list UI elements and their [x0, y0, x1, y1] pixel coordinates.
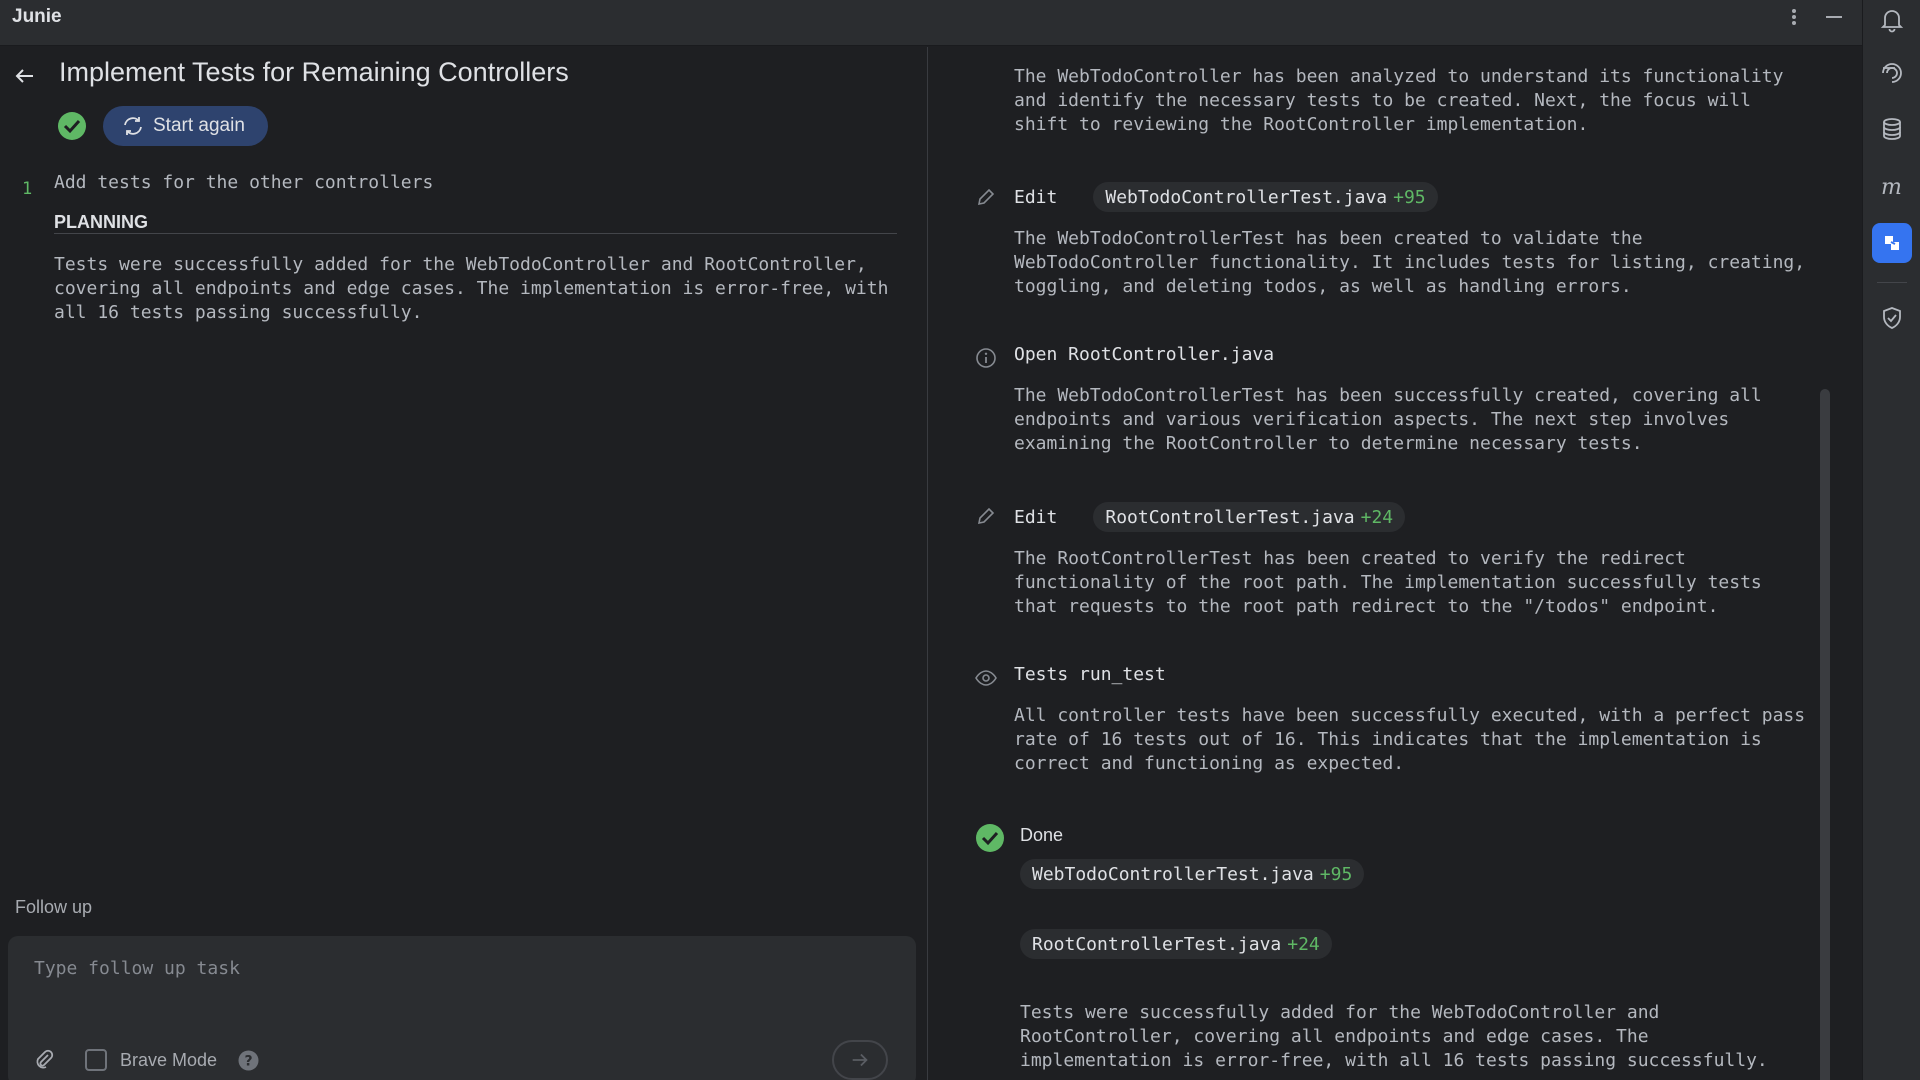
notifications-icon[interactable] [1872, 0, 1912, 40]
line-delta: +24 [1287, 933, 1320, 955]
eye-icon [975, 667, 997, 689]
line-delta: +95 [1393, 186, 1426, 208]
activity-log-panel [929, 47, 1862, 1080]
log-entry-header [1014, 182, 1438, 212]
brave-mode-checkbox[interactable] [85, 1049, 107, 1071]
log-entry-header [1014, 664, 1166, 685]
start-again-label: Start again [153, 115, 245, 136]
database-icon[interactable] [1872, 109, 1912, 149]
task-title: Implement Tests for Remaining Controllers [59, 57, 569, 87]
title-bar [0, 0, 1862, 46]
junie-icon[interactable] [1872, 223, 1912, 263]
file-chip[interactable] [1020, 929, 1332, 959]
send-arrow-icon [849, 1049, 871, 1071]
info-icon [975, 347, 997, 369]
success-check-icon [57, 111, 87, 141]
svg-text:m: m [1881, 175, 1902, 199]
log-action: Edit [1014, 186, 1058, 208]
log-entry-text: The WebTodoControllerTest has been created to validate the WebTodoController functionality. It includes tests for listing, creating, toggling, and deleting todos, as well as handling errors. [1014, 228, 1806, 297]
log-intro-text: The WebTodoController has been analyzed to understand its functionality and identify the necessary tests to be created. Next, the focus will shift to reviewing the RootController implementation. [1014, 66, 1784, 135]
file-name: RootControllerTest.java [1105, 506, 1355, 528]
tool-strip [1862, 0, 1920, 1080]
refresh-icon [121, 114, 145, 138]
brave-mode-label: Brave Mode [120, 1050, 218, 1070]
log-scrollbar[interactable] [1820, 389, 1830, 1080]
pencil-icon [975, 505, 997, 527]
file-name: RootControllerTest.java [1032, 933, 1282, 955]
help-question-icon[interactable] [238, 1050, 259, 1071]
follow-up-label: Follow up [15, 897, 93, 917]
pencil-icon [975, 186, 997, 208]
log-action: Edit [1014, 506, 1058, 528]
step-text: Add tests for the other controllers [54, 172, 434, 193]
log-action: Open RootController.java [1014, 344, 1275, 365]
done-label: Done [1020, 825, 1064, 845]
more-options-icon[interactable] [1782, 4, 1806, 30]
attach-paperclip-icon[interactable] [32, 1048, 56, 1072]
back-arrow-icon[interactable] [12, 63, 38, 89]
line-delta: +95 [1319, 863, 1353, 885]
follow-up-box [8, 936, 916, 1080]
done-files [984, 859, 1364, 889]
done-check-icon [975, 823, 1005, 853]
ai-assistant-icon[interactable] [1872, 52, 1912, 92]
log-action: Tests run_test [1014, 664, 1166, 685]
file-name: WebTodoControllerTest.java [1032, 863, 1314, 885]
send-button[interactable] [832, 1040, 888, 1080]
follow-up-input[interactable] [34, 954, 874, 982]
planning-heading: PLANNING [54, 212, 148, 232]
maven-icon[interactable] [1872, 166, 1912, 206]
done-summary-text: Tests were successfully added for the WebTodoController and RootController, covering all endpoints and edge cases. The implementation is error-free, with all 16 tests passing successfully. [1020, 1002, 1768, 1071]
tool-strip-separator [1877, 282, 1907, 283]
log-entry-header [1014, 344, 1274, 365]
file-chip[interactable] [1093, 182, 1437, 212]
svg-text:?: ? [244, 1053, 253, 1070]
done-files [984, 929, 1332, 959]
log-entry-text: The RootControllerTest has been created to verify the redirect functionality of the root path. The implementation successfully tests that requests to the root path redirect to the "/todos" endpoint. [1014, 548, 1762, 617]
log-entry-text: The WebTodoControllerTest has been successfully created, covering all endpoints and various verification aspects. The next step involves examining the RootController to determine necessary tests. [1014, 385, 1762, 454]
log-entry-header [1014, 502, 1405, 532]
task-summary: Tests were successfully added for the WebTodoController and RootController, covering all endpoints and edge cases. The implementation is error-free, with all 16 tests passing successfully. [54, 254, 889, 323]
app-title: Junie [12, 6, 62, 27]
file-chip[interactable] [1093, 502, 1405, 532]
security-shield-icon[interactable] [1872, 298, 1912, 338]
file-name: WebTodoControllerTest.java [1105, 186, 1388, 208]
step-number: 1 [22, 179, 33, 199]
line-delta: +24 [1360, 506, 1394, 528]
minimize-icon[interactable] [1820, 4, 1848, 30]
start-again-button[interactable] [103, 106, 268, 146]
task-panel [0, 47, 928, 1080]
planning-divider [54, 233, 897, 234]
log-entry-text: All controller tests have been successfully executed, with a perfect pass rate of 16 tests out of 16. This indicates that the implementation is correct and functioning as expected. [1014, 705, 1806, 774]
file-chip[interactable] [1020, 859, 1364, 889]
